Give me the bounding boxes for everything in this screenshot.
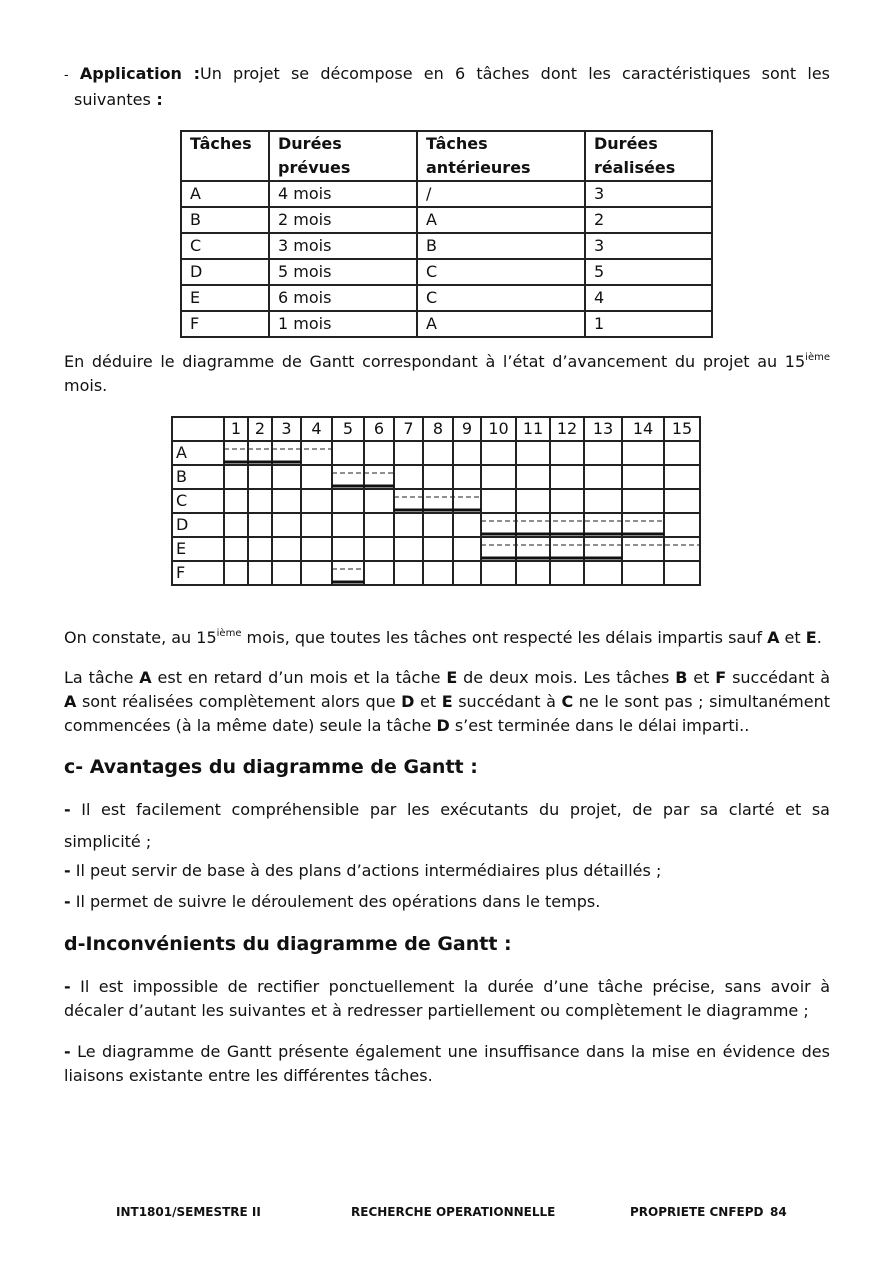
text: On constate, au 15 — [64, 628, 217, 647]
text: F — [715, 668, 727, 687]
section-c-item-2 — [64, 859, 830, 883]
cell: 5 mois — [269, 259, 417, 285]
text: décaler d’autant les suivantes et à redresser partiellement ou complètement le diagramme ; — [64, 1001, 809, 1020]
application-colon: : — [150, 90, 163, 109]
text: commencées (à la même date) seule la tâche — [64, 716, 437, 735]
text: Il peut servir de base à des plans d’actions intermédiaires plus détaillés ; — [75, 861, 662, 880]
cell: 1 — [585, 311, 712, 337]
text: et — [414, 692, 442, 711]
section-d-item-1 — [64, 975, 830, 1023]
cell: 5 — [585, 259, 712, 285]
bullet: - — [64, 892, 71, 911]
deduce-text-cont: mois. — [64, 376, 108, 395]
text: de deux mois. Les tâches — [457, 668, 676, 687]
text: et — [687, 668, 716, 687]
cell: C — [181, 233, 269, 259]
month-label: 8 — [423, 417, 453, 441]
month-label: 3 — [272, 417, 301, 441]
text: sont réalisées complètement alors que — [76, 692, 402, 711]
text: succédant à — [452, 692, 562, 711]
application-text: Un projet se décompose en 6 tâches dont les caractéristiques sont les — [200, 64, 831, 83]
cell: C — [417, 285, 585, 311]
month-label: 2 — [248, 417, 272, 441]
month-label: 7 — [394, 417, 423, 441]
text: B — [675, 668, 688, 687]
section-c-item-3 — [64, 890, 830, 914]
cell: B — [181, 207, 269, 233]
bullet: - — [64, 861, 71, 880]
text: A — [139, 668, 152, 687]
text: D — [401, 692, 415, 711]
cell: 6 mois — [269, 285, 417, 311]
bullet: - — [64, 977, 71, 996]
month-label: 12 — [550, 417, 584, 441]
cell: A — [417, 311, 585, 337]
gantt-task-label: E — [172, 537, 224, 561]
gantt-task-label: C — [172, 489, 224, 513]
month-label: 4 — [301, 417, 332, 441]
footer-center: RECHERCHE OPERATIONNELLE — [351, 1205, 556, 1219]
application-text-cont: suivantes — [74, 90, 151, 109]
superscript: ième — [216, 628, 242, 639]
gantt-task-label: B — [172, 465, 224, 489]
page-number: 84 — [770, 1205, 787, 1219]
text: s’est terminée dans le délai imparti.. — [449, 716, 750, 735]
month-label: 15 — [664, 417, 700, 441]
section-c-item-1 — [64, 796, 830, 860]
cell: 3 — [585, 181, 712, 207]
superscript: ième — [805, 352, 830, 363]
application-label: Application : — [79, 64, 201, 83]
cell: A — [181, 181, 269, 207]
deduce-text: En déduire le diagramme de Gantt correspondant à l’état d’avancement du projet au 15 — [64, 352, 806, 371]
header-taches-anterieures: Tâches antérieures — [417, 131, 585, 181]
text: E — [446, 668, 458, 687]
section-d-title: d-Inconvénients du diagramme de Gantt : — [64, 933, 512, 955]
text: C — [561, 692, 574, 711]
text: simplicité ; — [64, 832, 152, 851]
bullet: - — [64, 1042, 71, 1061]
cell: E — [181, 285, 269, 311]
cell: A — [417, 207, 585, 233]
month-label: 6 — [364, 417, 394, 441]
section-d-item-2 — [64, 1040, 830, 1088]
bullet-dash: - — [64, 68, 69, 83]
month-label: 9 — [453, 417, 481, 441]
text: succédant à — [726, 668, 831, 687]
footer-left: INT1801/SEMESTRE II — [116, 1205, 261, 1219]
text: ne le sont pas ; simultanément — [573, 692, 830, 711]
text: Il permet de suivre le déroulement des opérations dans le temps. — [75, 892, 601, 911]
cell: 3 mois — [269, 233, 417, 259]
text: E — [805, 628, 817, 647]
header-taches: Tâches — [181, 131, 269, 181]
text: D — [436, 716, 450, 735]
bullet: - — [64, 800, 71, 819]
text: et — [779, 628, 806, 647]
text: La tâche — [64, 668, 140, 687]
cell: / — [417, 181, 585, 207]
month-label: 1 — [224, 417, 248, 441]
text: est en retard d’un mois et la tâche — [151, 668, 447, 687]
text: Il est facilement compréhensible par les exécutants du projet, de par sa clarté et sa — [81, 800, 830, 819]
gantt-task-label: F — [172, 561, 224, 585]
header-durees-realisees: Durées réalisées — [585, 131, 712, 181]
cell: 2 — [585, 207, 712, 233]
cell: D — [181, 259, 269, 285]
constat-paragraph-1 — [64, 626, 830, 650]
text: E — [441, 692, 453, 711]
text: Il est impossible de rectifier ponctuellement la durée d’une tâche précise, sans avoir à — [80, 977, 830, 996]
month-label: 13 — [584, 417, 622, 441]
month-label: 10 — [481, 417, 516, 441]
month-label: 14 — [622, 417, 664, 441]
section-c-title: c- Avantages du diagramme de Gantt : — [64, 756, 478, 778]
cell: B — [417, 233, 585, 259]
text: A — [64, 692, 77, 711]
gantt-task-label: A — [172, 441, 224, 465]
constat-paragraph-2 — [64, 666, 830, 738]
cell: F — [181, 311, 269, 337]
cell: C — [417, 259, 585, 285]
cell: 1 mois — [269, 311, 417, 337]
text: liaisons existante entre les différentes tâches. — [64, 1066, 433, 1085]
month-label: 5 — [332, 417, 364, 441]
cell: 4 mois — [269, 181, 417, 207]
text: . — [816, 628, 822, 647]
text: Le diagramme de Gantt présente également une insuffisance dans la mise en évidence des — [77, 1042, 830, 1061]
gantt-task-label: D — [172, 513, 224, 537]
month-label: 11 — [516, 417, 550, 441]
text: A — [767, 628, 780, 647]
text: mois, que toutes les tâches ont respecté les délais impartis sauf — [241, 628, 768, 647]
header-durees-prevues: Durées prévues — [269, 131, 417, 181]
cell: 2 mois — [269, 207, 417, 233]
footer-right: PROPRIETE CNFEPD — [630, 1205, 764, 1219]
cell: 4 — [585, 285, 712, 311]
cell: 3 — [585, 233, 712, 259]
